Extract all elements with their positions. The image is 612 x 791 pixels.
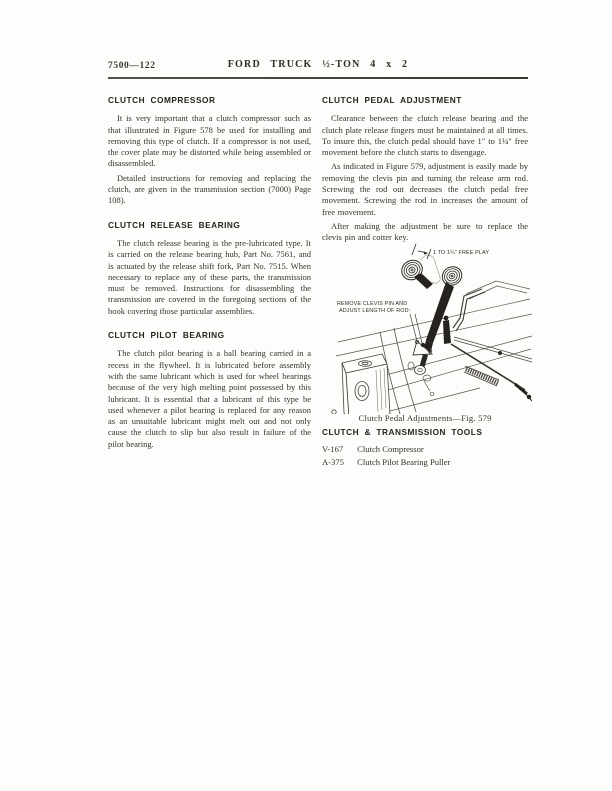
figure-caption: Clutch Pedal Adjustments—Fig. 579 (358, 413, 492, 423)
clevis-note-line2: ADJUST LENGTH OF ROD: (339, 308, 411, 314)
section-clutch-pedal-adjustment (322, 95, 528, 244)
paragraph: The clutch pilot bearing is a ball bearing carried in a recess in the flywheel. It is lubricated before assembly with the same lubricant which is used for wheel bearings because of the very high melting point possessed by this lubricant. It is essential that a lubricant of this type be used whenever a pilot bearing is replaced for any reason as an unsuitable lubricant might melt out and not only cause the clutch to slip but also result in failure of the pilot bearing. (108, 348, 311, 449)
paragraph: It is very important that a clutch compressor such as that illustrated in Figure 578 be used for installing and removing this type of clutch. If a compressor is not used, the cover plate may be distorted while being assembled or disassembled. (108, 113, 311, 169)
right-pedal-pad (439, 263, 465, 289)
clevis-note (337, 301, 422, 343)
section-heading: CLUTCH COMPRESSOR (108, 95, 216, 105)
header-rule (108, 77, 528, 79)
paragraph: The clutch release bearing is the pre-lubricated type. It is carried on the release bearing hub, Part No. 7561, and is actuated by the release shift fork, Part No. 7515. When necessary to replace any of these parts, the transmission must be removed. Instructions for disassembling the transmission are covered in the foregoing sections of the book covering those particular assemblies. (108, 237, 311, 316)
clevis-note-line1: REMOVE CLEVIS PIN AND (337, 301, 408, 307)
page-number: 7500—122 (108, 61, 156, 71)
tool-name: Clutch Compressor (357, 444, 424, 454)
paragraph: Clearance between the clutch release bearing and the clutch plate release fingers must be maintained at all times. To insure this, the clutch pedal should have 1″ to 1¼″ free movement before the clutch starts to disengage. (322, 113, 528, 158)
section-clutch-compressor (108, 95, 311, 207)
paragraph: Detailed instructions for removing and replacing the clutch, are given in the transmission section (7000) Page 108). (108, 172, 311, 206)
section-clutch-release-bearing (108, 220, 311, 317)
crossmember-bracket (330, 354, 390, 414)
tools-heading: CLUTCH & TRANSMISSION TOOLS (322, 427, 483, 437)
section-heading: CLUTCH PEDAL ADJUSTMENT (322, 95, 462, 105)
free-play-label: 1 TO 1¼″ FREE PLAY (433, 250, 490, 256)
tools-section (322, 427, 528, 469)
section-heading: CLUTCH RELEASE BEARING (108, 219, 241, 230)
tool-row (322, 443, 528, 456)
clutch-pedal-adjustment-drawing (320, 242, 532, 414)
page-title: FORD TRUCK ½-TON 4 x 2 (227, 59, 409, 70)
tool-name: Clutch Pilot Bearing Puller (357, 457, 451, 467)
paragraph: After making the adjustment be sure to replace the clevis pin and cotter key. (322, 220, 528, 243)
page-header (108, 59, 528, 75)
left-column (108, 90, 311, 453)
paragraph: As indicated in Figure 579, adjustment is easily made by removing the clevis pin and turning the release arm rod. Screwing the rod out decreases the clutch pedal free movement. Screwing the rod in increases the amount of free movement. (322, 161, 528, 217)
section-heading: CLUTCH PILOT BEARING (108, 330, 225, 341)
tool-code: A-375 (322, 457, 344, 467)
right-column (322, 90, 528, 247)
section-clutch-pilot-bearing (108, 330, 311, 450)
tool-row (322, 456, 528, 469)
tool-code: V-167 (322, 444, 344, 454)
figure-579 (320, 242, 532, 414)
clevis-pivot-cluster (408, 316, 451, 396)
